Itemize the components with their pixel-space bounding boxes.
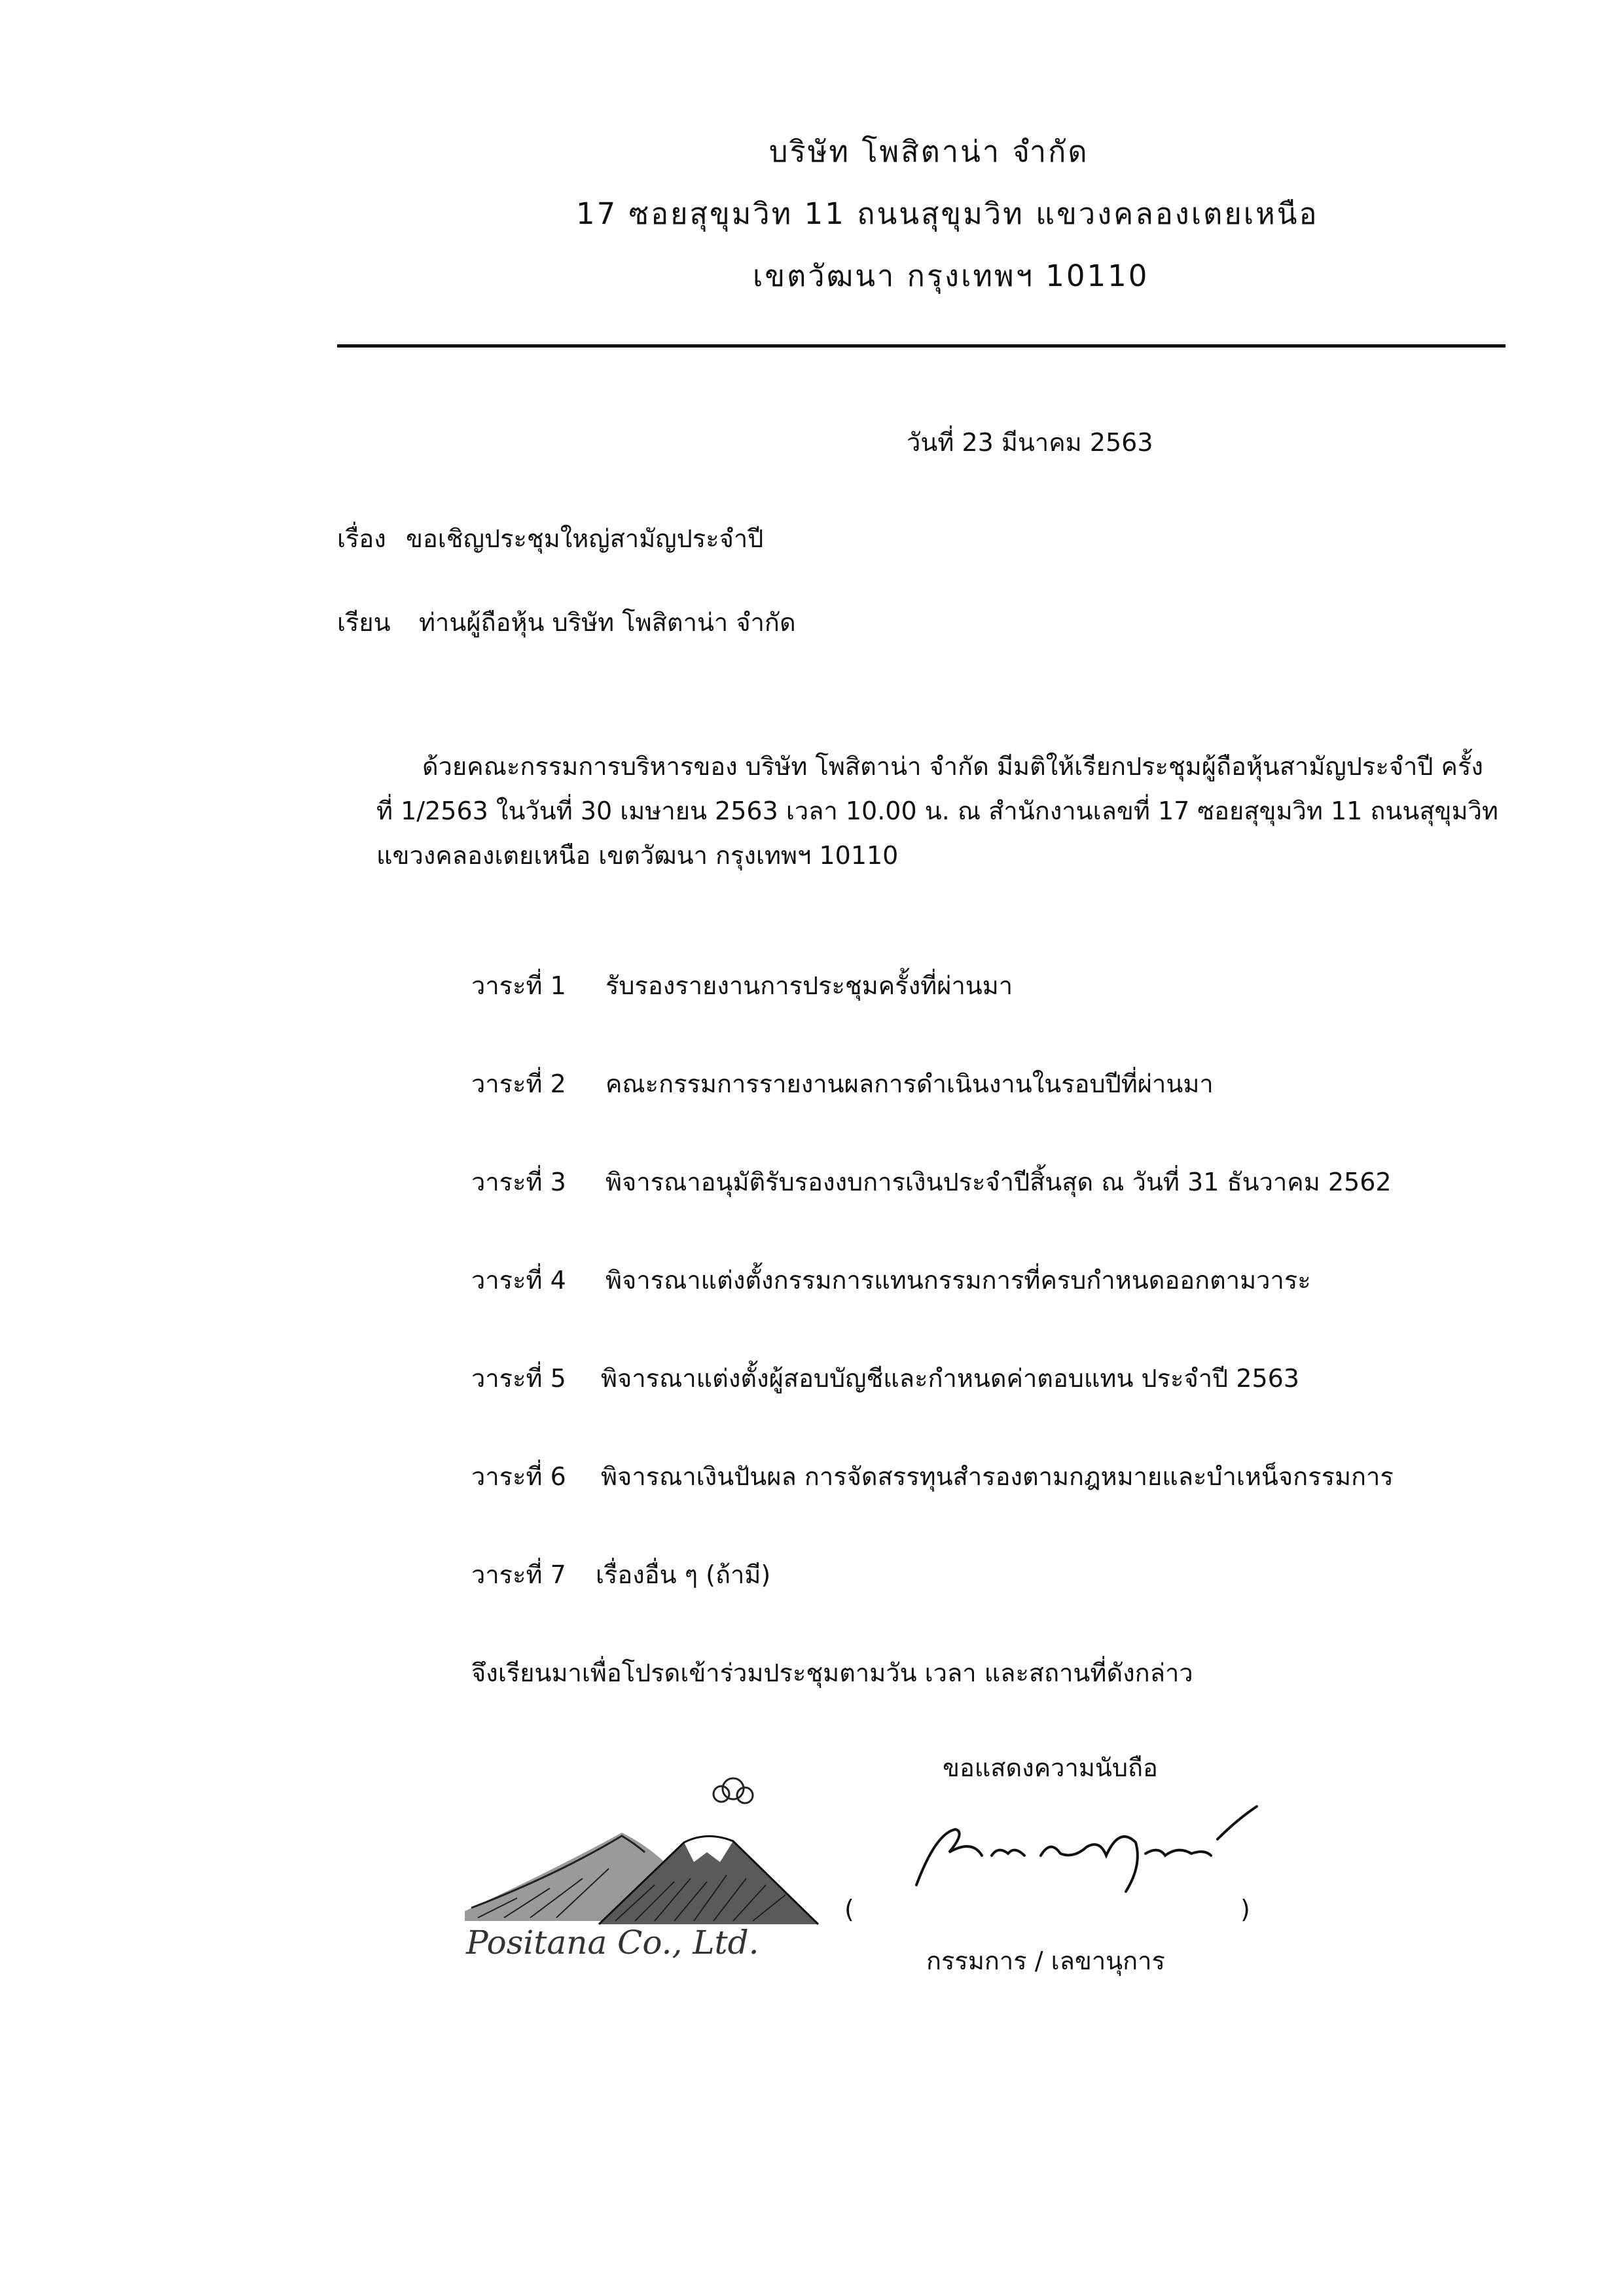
body-line-3: แขวงคลองเตยเหนือ เขตวัฒนา กรุงเทพฯ 10110: [376, 841, 899, 870]
agenda-number: วาระที่ 5: [471, 1364, 566, 1393]
closing-sentence: จึงเรียนมาเพื่อโปรดเข้าร่วมประชุมตามวัน เวลา และสถานที่ดังกล่าว: [471, 1659, 1193, 1687]
agenda-number: วาระที่ 4: [471, 1266, 566, 1295]
recipient-label: เรียน: [337, 608, 391, 637]
agenda-number: วาระที่ 2: [471, 1069, 566, 1098]
agenda-number: วาระที่ 3: [471, 1168, 566, 1196]
body-line-2: ที่ 1/2563 ในวันที่ 30 เมษายน 2563 เวลา 10.00 น. ณ สำนักงานเลขที่ 17 ซอยสุขุมวิท 11 ถนนสุขุมวิท: [376, 797, 1498, 825]
company-address-line2: เขตวัฒนา กรุงเทพฯ 10110: [753, 259, 1149, 293]
body-line-1: ด้วยคณะกรรมการบริหารของ บริษัท โพสิตาน่า จำกัด มีมติให้เรียกประชุมผู้ถือหุ้นสามัญประจำปี ครั้ง: [422, 752, 1483, 781]
signer-title: กรรมการ / เลขานุการ: [926, 1946, 1165, 1975]
header-divider: [337, 344, 1506, 348]
signature-paren-open: (: [844, 1895, 854, 1924]
letter-date: วันที่ 23 มีนาคม 2563: [907, 428, 1153, 457]
subject-text: ขอเชิญประชุมใหญ่สามัญประจำปี: [406, 524, 764, 553]
agenda-text: คณะกรรมการรายงานผลการดำเนินงานในรอบปีที่ผ่านมา: [605, 1069, 1214, 1098]
seal-text: Positana Co., Ltd.: [466, 1924, 759, 1960]
agenda-text: พิจารณาอนุมัติรับรองงบการเงินประจำปีสิ้นสุด ณ วันที่ 31 ธันวาคม 2562: [605, 1168, 1392, 1196]
company-seal: [458, 1770, 825, 1960]
handwritten-signature: [910, 1793, 1263, 1905]
signoff: ขอแสดงความนับถือ: [943, 1753, 1158, 1782]
recipient-text: ท่านผู้ถือหุ้น บริษัท โพสิตาน่า จำกัด: [419, 608, 796, 637]
agenda-text: พิจารณาแต่งตั้งผู้สอบบัญชีและกำหนดค่าตอบแทน ประจำปี 2563: [601, 1364, 1299, 1393]
agenda-text: เรื่องอื่น ๆ (ถ้ามี): [596, 1560, 771, 1589]
mountain-logo-icon: [458, 1770, 825, 1960]
agenda-text: พิจารณาเงินปันผล การจัดสรรทุนสำรองตามกฎหมายและบำเหน็จกรรมการ: [601, 1462, 1394, 1491]
agenda-number: วาระที่ 7: [471, 1560, 566, 1589]
agenda-text: รับรองรายงานการประชุมครั้งที่ผ่านมา: [605, 971, 1013, 1000]
signature-paren-close: ): [1240, 1895, 1250, 1924]
agenda-number: วาระที่ 1: [471, 971, 566, 1000]
company-name: บริษัท โพสิตาน่า จำกัด: [769, 134, 1089, 169]
agenda-number: วาระที่ 6: [471, 1462, 566, 1491]
agenda-text: พิจารณาแต่งตั้งกรรมการแทนกรรมการที่ครบกำหนดออกตามวาระ: [605, 1266, 1311, 1295]
subject-label: เรื่อง: [337, 524, 386, 553]
company-address-line1: 17 ซอยสุขุมวิท 11 ถนนสุขุมวิท แขวงคลองเตยเหนือ: [576, 196, 1319, 231]
